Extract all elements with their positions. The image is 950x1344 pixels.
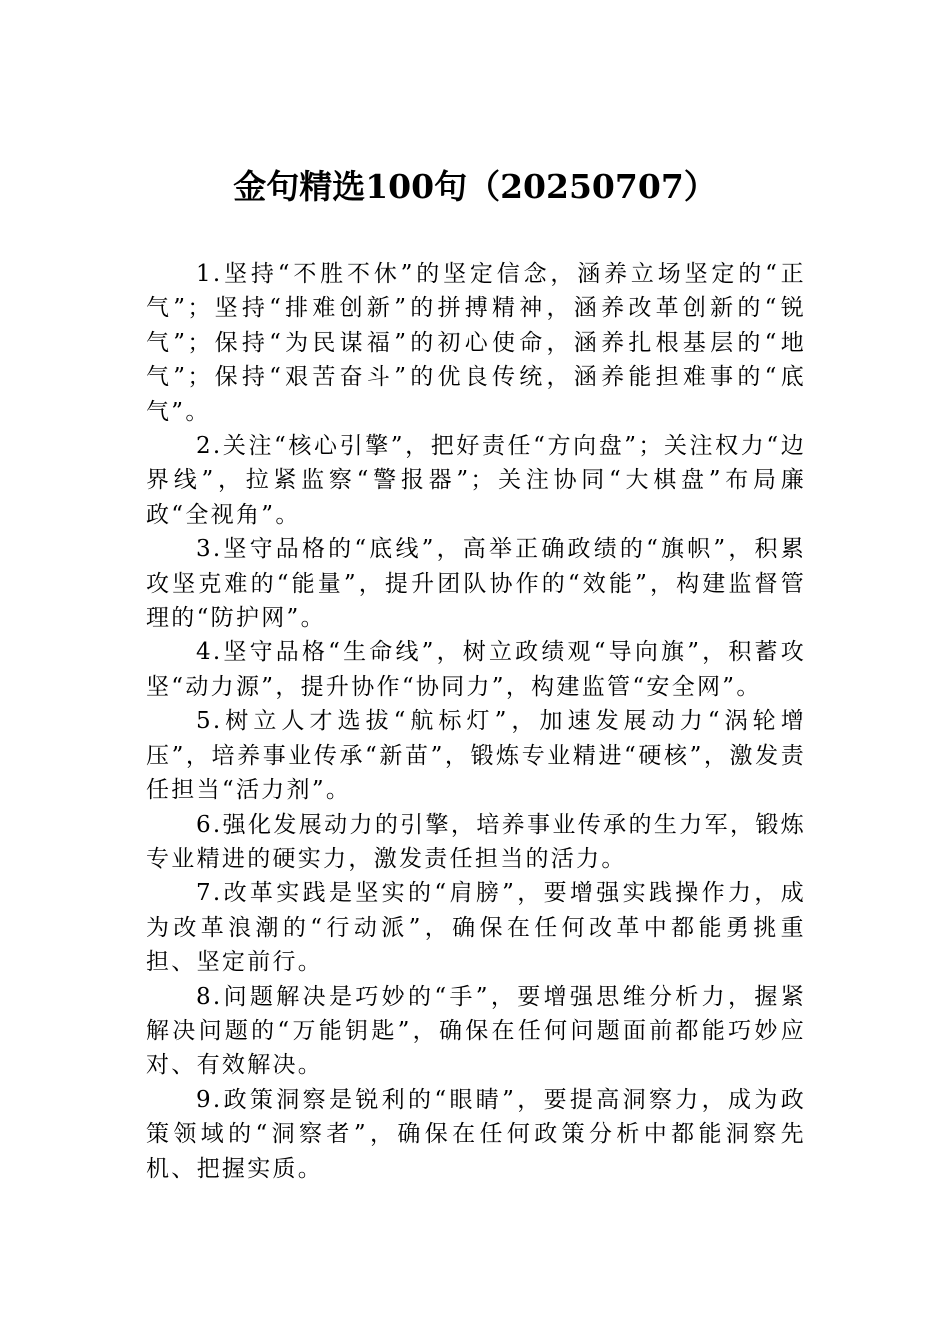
paragraph-2: 2.关注“核心引擎”，把好责任“方向盘”；关注权力“边界线”，拉紧监察“警报器”；关注协同“大棋盘”布局廉政“全视角”。: [146, 433, 806, 528]
paragraph-6: 6.强化发展动力的引擎，培养事业传承的生力军，锻炼专业精进的硬实力，激发责任担当的活力。: [146, 811, 806, 872]
paragraph-1: 1.坚持“不胜不休”的坚定信念，涵养立场坚定的“正气”；坚持“排难创新”的拼搏精神，涵养改革创新的“锐气”；保持“为民谋福”的初心使命，涵养扎根基层的“地气”；保持“艰苦奋斗”的优良传统，涵养能担难事的“底气”。: [146, 261, 806, 425]
document-title: 金句精选100句（20250707）: [233, 167, 717, 206]
paragraph-8: 8.问题解决是巧妙的“手”，要增强思维分析力，握紧解决问题的“万能钥匙”，确保在任何问题面前都能巧妙应对、有效解决。: [146, 983, 806, 1079]
paragraph-3: 3.坚守品格的“底线”，高举正确政绩的“旗帜”，积累攻坚克难的“能量”，提升团队协作的“效能”，构建监督管理的“防护网”。: [146, 536, 806, 632]
paragraph-4: 4.坚守品格“生命线”，树立政绩观“导向旗”，积蓄攻坚“动力源”，提升协作“协同力”，构建监管“安全网”。: [146, 639, 806, 700]
paragraph-5: 5.树立人才选拔“航标灯”，加速发展动力“涡轮增压”，培养事业传承“新苗”，锻炼专业精进“硬核”，激发责任担当“活力剂”。: [146, 708, 806, 804]
document-body: [146, 257, 806, 1186]
paragraph-7: 7.改革实践是坚实的“肩膀”，要增强实践操作力，成为改革浪潮的“行动派”，确保在任何改革中都能勇挑重担、坚定前行。: [146, 880, 806, 976]
paragraph-9: 9.政策洞察是锐利的“眼睛”，要提高洞察力，成为政策领域的“洞察者”，确保在任何政策分析中都能洞察先机、把握实质。: [146, 1086, 806, 1182]
